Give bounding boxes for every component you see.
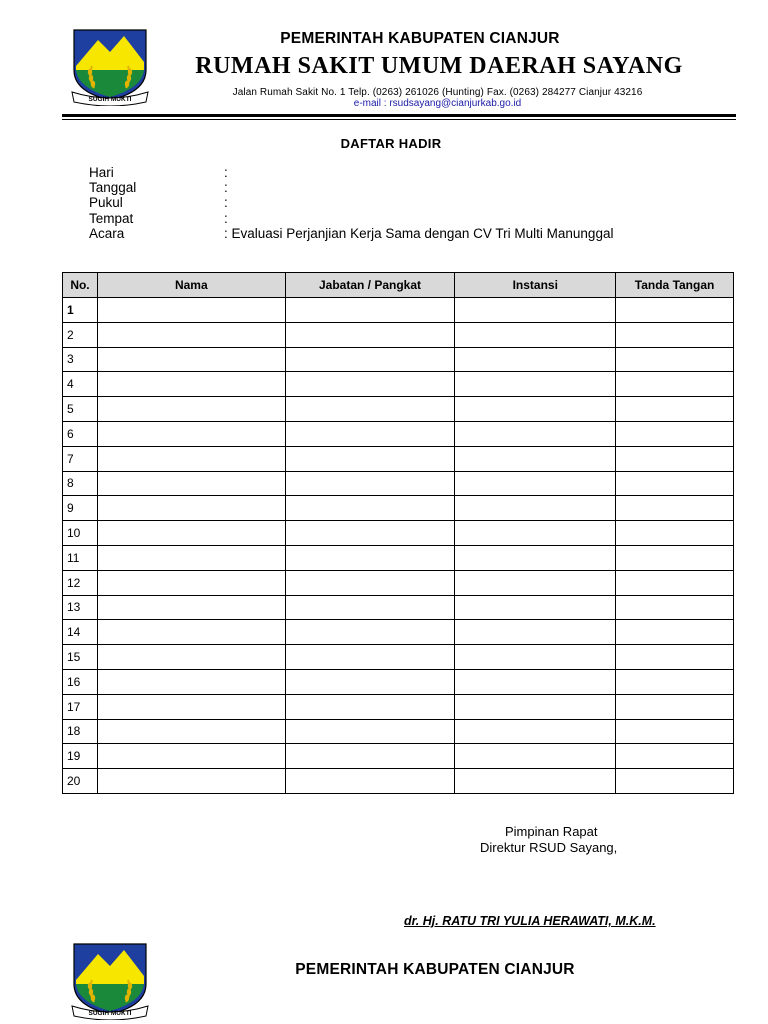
cell-no: 7 bbox=[63, 446, 98, 471]
cell-tanda-tangan bbox=[616, 372, 734, 397]
cell-no: 5 bbox=[63, 397, 98, 422]
cell-nama bbox=[97, 669, 285, 694]
cell-tanda-tangan bbox=[616, 421, 734, 446]
cell-instansi bbox=[455, 397, 616, 422]
cell-jabatan bbox=[285, 620, 455, 645]
cell-jabatan bbox=[285, 372, 455, 397]
hospital-title: RUMAH SAKIT UMUM DAERAH SAYANG bbox=[195, 53, 683, 79]
cell-no: 12 bbox=[63, 570, 98, 595]
attendance-rows bbox=[63, 298, 734, 794]
cell-no: 17 bbox=[63, 694, 98, 719]
cell-nama bbox=[97, 372, 285, 397]
document-title: DAFTAR HADIR bbox=[340, 136, 442, 151]
cell-nama bbox=[97, 595, 285, 620]
signature-block bbox=[480, 824, 680, 856]
cell-nama bbox=[97, 570, 285, 595]
cell-no: 14 bbox=[63, 620, 98, 645]
cell-nama bbox=[97, 645, 285, 670]
cell-nama bbox=[97, 421, 285, 446]
cell-instansi bbox=[455, 694, 616, 719]
letterhead-rule-thin bbox=[62, 119, 736, 120]
cell-no: 13 bbox=[63, 595, 98, 620]
cell-tanda-tangan bbox=[616, 322, 734, 347]
cell-jabatan bbox=[285, 669, 455, 694]
info-value: : bbox=[224, 180, 228, 196]
info-value: : bbox=[224, 165, 228, 180]
info-row-tempat bbox=[89, 211, 729, 226]
column-header-tanda-tangan: Tanda Tangan bbox=[616, 273, 734, 298]
letterhead-rule-thick bbox=[62, 114, 736, 117]
cell-nama bbox=[97, 322, 285, 347]
cell-jabatan bbox=[285, 446, 455, 471]
cianjur-crest-icon bbox=[68, 940, 152, 1020]
cell-no: 15 bbox=[63, 645, 98, 670]
cell-tanda-tangan bbox=[616, 298, 734, 323]
svg-text:SUGIH MUKTI: SUGIH MUKTI bbox=[88, 1010, 132, 1017]
table-row bbox=[63, 744, 734, 769]
table-row bbox=[63, 620, 734, 645]
hospital-email: e-mail : rsudsayang@cianjurkab.go.id bbox=[353, 98, 522, 109]
table-row bbox=[63, 471, 734, 496]
info-row-acara bbox=[89, 226, 729, 241]
cell-nama bbox=[97, 496, 285, 521]
info-value: : bbox=[224, 195, 228, 211]
cell-tanda-tangan bbox=[616, 397, 734, 422]
signatory-name: dr. Hj. RATU TRI YULIA HERAWATI, M.K.M. bbox=[404, 914, 656, 928]
table-row bbox=[63, 595, 734, 620]
table-row bbox=[63, 322, 734, 347]
meeting-info bbox=[89, 165, 729, 241]
cell-jabatan bbox=[285, 744, 455, 769]
cell-tanda-tangan bbox=[616, 595, 734, 620]
cell-jabatan bbox=[285, 570, 455, 595]
cell-instansi bbox=[455, 595, 616, 620]
cell-instansi bbox=[455, 769, 616, 794]
signature-position: Direktur RSUD Sayang, bbox=[480, 840, 618, 855]
info-row-tanggal bbox=[89, 180, 729, 195]
cell-nama bbox=[97, 769, 285, 794]
cell-nama bbox=[97, 545, 285, 570]
footer-government-title: PEMERINTAH KABUPATEN CIANJUR bbox=[295, 961, 575, 978]
cell-jabatan bbox=[285, 471, 455, 496]
cell-no: 6 bbox=[63, 421, 98, 446]
government-title: PEMERINTAH KABUPATEN CIANJUR bbox=[280, 30, 560, 47]
cell-instansi bbox=[455, 421, 616, 446]
table-row bbox=[63, 669, 734, 694]
cell-tanda-tangan bbox=[616, 545, 734, 570]
cell-nama bbox=[97, 694, 285, 719]
cell-jabatan bbox=[285, 645, 455, 670]
cell-no: 2 bbox=[63, 322, 98, 347]
cell-instansi bbox=[455, 645, 616, 670]
hospital-address: Jalan Rumah Sakit No. 1 Telp. (0263) 261026 (Hunting) Fax. (0263) 284277 Cianjur 43216 bbox=[232, 87, 643, 98]
cell-nama bbox=[97, 471, 285, 496]
info-label: Hari bbox=[89, 165, 114, 180]
cell-tanda-tangan bbox=[616, 570, 734, 595]
info-row-hari bbox=[89, 165, 729, 180]
cell-tanda-tangan bbox=[616, 645, 734, 670]
table-row bbox=[63, 347, 734, 372]
cell-no: 19 bbox=[63, 744, 98, 769]
cell-instansi bbox=[455, 347, 616, 372]
info-label: Tanggal bbox=[89, 180, 137, 196]
cell-tanda-tangan bbox=[616, 620, 734, 645]
cell-no: 11 bbox=[63, 545, 98, 570]
cell-instansi bbox=[455, 496, 616, 521]
cell-no: 20 bbox=[63, 769, 98, 794]
cell-no: 4 bbox=[63, 372, 98, 397]
table-row bbox=[63, 397, 734, 422]
cell-no: 16 bbox=[63, 669, 98, 694]
table-row bbox=[63, 446, 734, 471]
cell-instansi bbox=[455, 521, 616, 546]
table-header-row bbox=[63, 273, 734, 298]
cell-instansi bbox=[455, 744, 616, 769]
cell-instansi bbox=[455, 322, 616, 347]
cell-instansi bbox=[455, 570, 616, 595]
table-row bbox=[63, 298, 734, 323]
cell-jabatan bbox=[285, 694, 455, 719]
table-row bbox=[63, 521, 734, 546]
cell-tanda-tangan bbox=[616, 347, 734, 372]
cell-tanda-tangan bbox=[616, 446, 734, 471]
cell-nama bbox=[97, 446, 285, 471]
cell-no: 3 bbox=[63, 347, 98, 372]
cell-jabatan bbox=[285, 545, 455, 570]
cell-instansi bbox=[455, 669, 616, 694]
table-row bbox=[63, 545, 734, 570]
cell-instansi bbox=[455, 545, 616, 570]
cell-instansi bbox=[455, 372, 616, 397]
info-row-pukul bbox=[89, 195, 729, 210]
cell-tanda-tangan bbox=[616, 521, 734, 546]
cell-nama bbox=[97, 719, 285, 744]
info-value: : bbox=[224, 210, 228, 226]
table-row bbox=[63, 372, 734, 397]
table-row bbox=[63, 570, 734, 595]
cell-instansi bbox=[455, 620, 616, 645]
cell-tanda-tangan bbox=[616, 471, 734, 496]
cell-nama bbox=[97, 397, 285, 422]
table-row bbox=[63, 694, 734, 719]
svg-text:SUGIH MUKTI: SUGIH MUKTI bbox=[88, 96, 132, 103]
cell-jabatan bbox=[285, 397, 455, 422]
cell-jabatan bbox=[285, 421, 455, 446]
table-row bbox=[63, 769, 734, 794]
cell-no: 9 bbox=[63, 496, 98, 521]
table-row bbox=[63, 421, 734, 446]
cell-no: 10 bbox=[63, 521, 98, 546]
cell-nama bbox=[97, 620, 285, 645]
cell-nama bbox=[97, 347, 285, 372]
cell-jabatan bbox=[285, 496, 455, 521]
cell-instansi bbox=[455, 471, 616, 496]
info-value: : Evaluasi Perjanjian Kerja Sama dengan CV Tri Multi Manunggal bbox=[224, 225, 614, 241]
cell-jabatan bbox=[285, 347, 455, 372]
cell-tanda-tangan bbox=[616, 669, 734, 694]
cell-jabatan bbox=[285, 719, 455, 744]
column-header-jabatan: Jabatan / Pangkat bbox=[285, 273, 455, 298]
cell-nama bbox=[97, 744, 285, 769]
info-label: Pukul bbox=[89, 195, 123, 211]
cell-tanda-tangan bbox=[616, 694, 734, 719]
info-label: Acara bbox=[89, 225, 125, 241]
column-header-instansi: Instansi bbox=[455, 273, 616, 298]
cell-jabatan bbox=[285, 298, 455, 323]
attendance-table bbox=[62, 272, 734, 794]
signature-role: Pimpinan Rapat bbox=[505, 824, 598, 839]
cell-no: 18 bbox=[63, 719, 98, 744]
cianjur-regency-logo-footer bbox=[68, 940, 152, 1020]
cell-tanda-tangan bbox=[616, 719, 734, 744]
cell-tanda-tangan bbox=[616, 496, 734, 521]
table-row bbox=[63, 719, 734, 744]
table-row bbox=[63, 645, 734, 670]
cell-tanda-tangan bbox=[616, 769, 734, 794]
cell-instansi bbox=[455, 446, 616, 471]
cell-nama bbox=[97, 521, 285, 546]
table-row bbox=[63, 496, 734, 521]
cell-tanda-tangan bbox=[616, 744, 734, 769]
cell-instansi bbox=[455, 298, 616, 323]
info-label: Tempat bbox=[89, 210, 134, 226]
cell-jabatan bbox=[285, 769, 455, 794]
cell-no: 1 bbox=[63, 298, 98, 323]
cell-no: 8 bbox=[63, 471, 98, 496]
cell-jabatan bbox=[285, 521, 455, 546]
cell-nama bbox=[97, 298, 285, 323]
column-header-no: No. bbox=[63, 273, 98, 298]
column-header-nama: Nama bbox=[97, 273, 285, 298]
cell-instansi bbox=[455, 719, 616, 744]
cell-jabatan bbox=[285, 322, 455, 347]
cell-jabatan bbox=[285, 595, 455, 620]
